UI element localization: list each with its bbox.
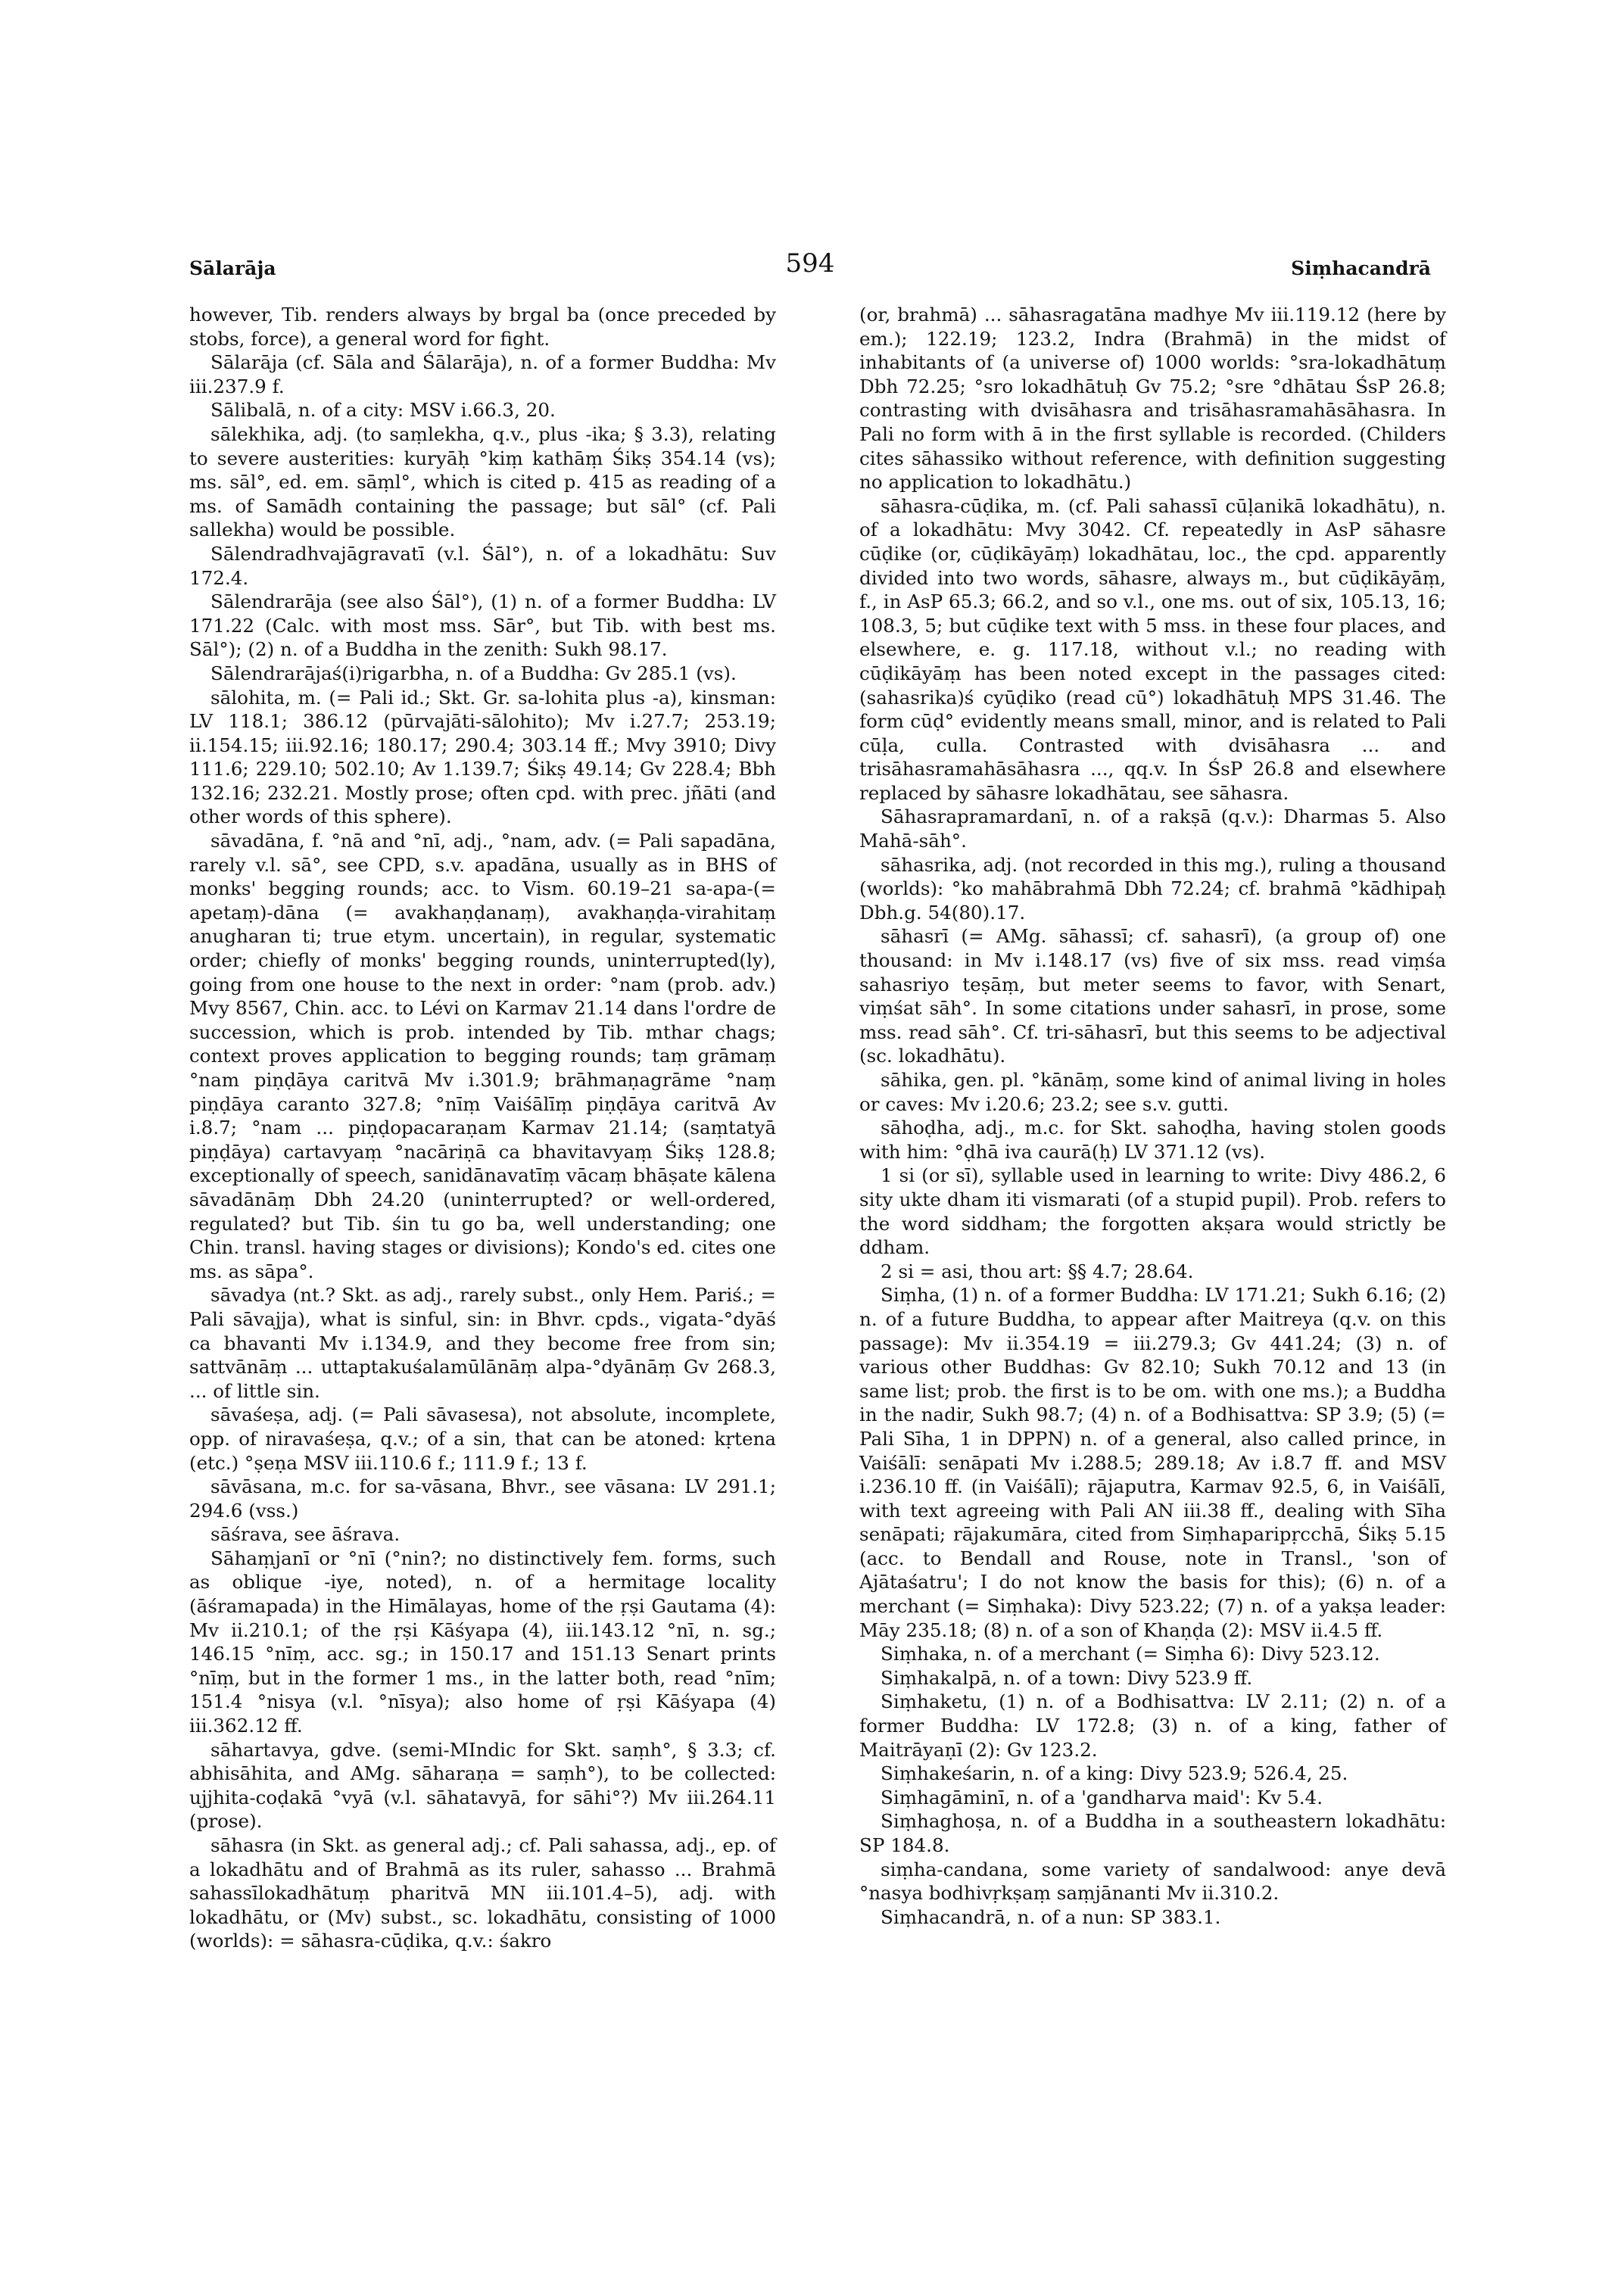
entry-salendraraja: Sālendrarāja (see also Śāl°), (1) n. of a former Buddha: LV 171.22 (Calc. with most mss. Sār°, but Tib. with best ms. Sāl°); (2) n. of a Buddha in the zenith: Sukh 98.17. [189,590,776,661]
left-running-head: Sālarāja [189,257,276,279]
page-number: 594 [785,248,835,279]
entry-sahamjani: Sāhaṃjanī or °nī (°nin?; no distinctively fem. forms, such as oblique -iye, noted), n. of a hermitage locality (āśramapada) in the Himālayas, home of the ṛṣi Gautama (4): Mv ii.210.1; of the ṛṣi Kāśyapa (4), iii.143.12 °nī, n. sg.; 146.15 °nīṃ, acc. sg.; in 150.17 and 151.13 Senart prints °nīṃ, but in the former 1 ms., in the latter both, read °nīm; 151.4 °nisya (v.l. °nīsya); also home of ṛṣi Kāśyapa (4) iii.362.12 ff. [189,1547,776,1737]
entry-simha: Siṃha, (1) n. of a former Buddha: LV 171.21; Sukh 6.16; (2) n. of a future Buddha, to appear after Maitreya (q.v. on this passage): Mv ii.354.19 = iii.279.3; Gv 441.24; (3) n. of various other Buddhas: Gv 82.10; Sukh 70.12 and 13 (in same list; prob. the first is to be om. with one ms.); a Buddha in the nadir, Sukh 98.7; (4) n. of a Bodhisattva: SP 3.9; (5) (= Pali Sīha, 1 in DPPN) n. of a general, also called prince, in Vaiśālī: senāpati Mv i.288.5; 289.18; Av i.8.7 ff. and MSV i.236.10 ff. (in Vaiśālī); rājaputra, Karmav 92.5, 6, in Vaiśālī, with text agreeing with Pali AN iii.38 ff., dealing with Sīha senāpati; rājakumāra, cited from Siṃhaparipṛcchā, Śikṣ 5.15 (acc. to Bendall and Rouse, note in Transl., 'son of Ajātaśatru'; I do not know the basis for this); (6) n. of a merchant (= Siṃhaka): Divy 523.22; (7) n. of a yakṣa leader: Māy 235.18; (8) n. of a son of Khaṇḍa (2): MSV ii.4.5 ff. [859,1284,1446,1641]
entry-sahasrapramardani: Sāhasrapramardanī, n. of a rakṣā (q.v.): Dharmas 5. Also Mahā-sāh°. [859,805,1446,852]
entry-simhaghosa: Siṃhaghoṣa, n. of a Buddha in a southeastern lokadhātu: SP 184.8. [859,1810,1446,1856]
entry-sahasri: sāhasrī (= AMg. sāhassī; cf. sahasrī), (a group of) one thousand: in Mv i.148.17 (vs) five of six mss. read viṃśa sahasriyo teṣāṃ, but meter seems to favor, with Senart, viṃśat sāh°. In some citations under sahasrī, in prose, some mss. read sāh°. Cf. tri-sāhasrī, but this seems to be adjectival (sc. lokadhātu). [859,925,1446,1067]
entry-simha-candana: siṃha-candana, some variety of sandalwood: anye devā °nasya bodhivṛkṣaṃ saṃjānanti Mv ii.310.2. [859,1858,1446,1905]
entry-salohita: sālohita, m. (= Pali id.; Skt. Gr. sa-lohita plus -a), kinsman: LV 118.1; 386.12 (pūrvajāti-sālohito); Mv i.27.7; 253.19; ii.154.15; iii.92.16; 180.17; 290.4; 303.14 ff.; Mvy 3910; Divy 111.6; 229.10; 502.10; Av 1.139.7; Śikṣ 49.14; Gv 228.4; Bbh 132.16; 232.21. Mostly prose; often cpd. with prec. jñāti (and other words of this sphere). [189,686,776,828]
entry-si-1: 1 si (or sī), syllable used in learning to write: Divy 486.2, 6 sity ukte dham iti vismarati (of a stupid pupil). Prob. refers to the word siddham; the forgotten akṣara would strictly be ddham. [859,1164,1446,1259]
entry-simhakesarin: Siṃhakeśarin, n. of a king: Divy 523.9; 526.4, 25. [881,1762,1348,1785]
entry-simhakalpa: Siṃhakalpā, n. of a town: Divy 523.9 ff. [881,1666,1253,1689]
entry-sahasra-cudika: sāhasra-cūḍika, m. (cf. Pali sahassī cūḷanikā lokadhātu), n. of a lokadhātu: Mvy 3042. Cf. repeatedly in AsP sāhasre cūḍike (or, cūḍikāyāṃ) lokadhātau, loc., the cpd. apparently divided into two words, sāhasre, always m., but cūḍikāyāṃ, f., in AsP 65.3; 66.2, and so v.l., one ms. out of six, 105.13, 16; 108.3, 5; but cūḍike text with 5 mss. in these four places, and elsewhere, e. g. 117.18, without v.l.; no reading with cūḍikāyāṃ has been noted except in the passages cited: (sahasrika)ś cyūḍiko (read cū°) lokadhātuḥ MPS 31.46. The form cūḍ° evidently means small, minor, and is related to Pali cūḷa, culla. Contrasted with dvisāhasra ... and trisāhasramahāsāhasra ..., qq.v. In ŚsP 26.8 and elsewhere replaced by sāhasre lokadhātau, see sāhasra. [859,494,1446,804]
entry-sahasra-continued: (or, brahmā) ... sāhasragatāna madhye Mv iii.119.12 (here by em.); 122.19; 123.2, Indra (Brahmā) in the midst of inhabitants of (a universe of) 1000 worlds: °sra-lokadhātuṃ Dbh 72.25; °sro lokadhātuḥ Gv 75.2; °sre °dhātau ŚsP 26.8; contrasting with dvisāhasra and trisāhasramahāsāhasra. In Pali no form with ā in the first syllable is recorded. (Childers cites sāhassiko without reference, with definition suggesting no application to lokadhātu.) [859,304,1446,494]
entry-simhagamini: Siṃhagāminī, n. of a 'gandharva maid': Kv 5.4. [881,1786,1323,1809]
entry-salendrarajasrigarbha: Sālendrarājaś(i)rigarbha, n. of a Buddha: Gv 285.1 (vs). [210,662,737,684]
entry-si-2: 2 si = asi, thou art: §§ 4.7; 28.64. [881,1260,1194,1282]
entry-salibala: Sālibalā, n. of a city: MSV i.66.3, 20. [210,399,556,422]
page-header [189,248,1431,303]
entry-sahasrika: sāhasrika, adj. (not recorded in this mg.), ruling a thousand (worlds): °ko mahābrahmā Dbh 72.24; cf. brahmā °kādhipaḥ Dbh.g. 54(80).17. [859,853,1446,924]
entry-sahartavya: sāhartavya, gdve. (semi-MIndic for Skt. saṃh°, § 3.3; cf. abhisāhita, and AMg. sāharaṇa = saṃh°), to be collected: ujjhita-coḍakā °vyā (v.l. sāhatavyā, for sāhi°?) Mv iii.264.11 (prose). [189,1738,776,1833]
entry-sahodha: sāhoḍha, adj., m.c. for Skt. sahoḍha, having stolen goods with him: °ḍhā iva caurā(ḥ) LV 371.12 (vs). [859,1117,1446,1163]
entry-savasesa: sāvaśeṣa, adj. (= Pali sāvasesa), not absolute, incomplete, opp. of niravaśeṣa, q.v.; of a sin, that can be atoned: kṛtena (etc.) °ṣeṇa MSV iii.110.6 f.; 111.9 f.; 13 f. [189,1404,776,1474]
entry-sahasra: sāhasra (in Skt. as general adj.; cf. Pali sahassa, adj., ep. of a lokadhātu and of Brahmā as its ruler, sahasso ... Brahmā sahassīlokadhātuṃ pharitvā MN iii.101.4–5), adj. with lokadhātu, or (Mv) subst., sc. lokadhātu, consisting of 1000 (worlds): = sāhasra-cūḍika, q.v.: śakro [189,1834,776,1952]
entry-savasana: sāvāsana, m.c. for sa-vāsana, Bhvr., see vāsana: LV 291.1; 294.6 (vss.) [189,1475,776,1522]
right-running-head: Siṃhacandrā [1291,257,1431,279]
entry-salaraja: Sālarāja (cf. Sāla and Śālarāja), n. of a former Buddha: Mv iii.237.9 f. [189,351,776,397]
right-column [859,303,1446,1929]
entry-sasrava: sāśrava, see āśrava. [210,1523,401,1546]
entry-simhaka: Siṃhaka, n. of a merchant (= Siṃha 6): Divy 523.12. [881,1643,1380,1665]
entry-simhacandra: Siṃhacandrā, n. of a nun: SP 383.1. [881,1905,1221,1928]
entry-sahika: sāhika, gen. pl. °kānāṃ, some kind of animal living in holes or caves: Mv i.20.6; 23.2; see s.v. gutti. [859,1069,1446,1115]
entry-salekhika: sālekhika, adj. (to saṃlekha, q.v., plus -ika; § 3.3), relating to severe austerities: kuryāḥ °kiṃ kathāṃ Śikṣ 354.14 (vs); ms. sāl°, ed. em. sāṃl°, which is cited p. 415 as reading of a ms. of Samādh containing the passage; but sāl° (cf. Pali sallekha) would be possible. [189,422,776,541]
entry-savadana: sāvadāna, f. °nā and °nī, adj., °nam, adv. (= Pali sapadāna, rarely v.l. sā°, see CPD, s.v. apadāna, usually as in BHS of monks' begging rounds; acc. to Vism. 60.19–21 sa-apa-(= apetaṃ)-dāna (= avakhaṇḍanaṃ), avakhaṇḍa-virahitaṃ anugharan ti; true etym. uncertain), in regular, systematic order; chiefly of monks' begging rounds, uninterrupted(ly), going from one house to the next in order: °nam (prob. adv.) Mvy 8567, Chin. acc. to Lévi on Karmav 21.14 dans l'ordre de succession, which is prob. intended by Tib. mthar chags; context proves application to begging rounds; taṃ grāmaṃ °nam piṇḍāya caritvā Mv i.301.9; brāhmaṇagrāme °naṃ piṇḍāya caranto 327.8; °nīṃ Vaiśālīṃ piṇḍāya caritvā Av i.8.7; °nam ... piṇḍopacaraṇam Karmav 21.14; (saṃtatyā piṇḍāya) cartavyaṃ °nacāriṇā ca bhavitavyaṃ Śikṣ 128.8; exceptionally of speech, sanidānavatīṃ vācaṃ bhāṣate kālena sāvadānāṃ Dbh 24.20 (uninterrupted? or well-ordered, regulated? but Tib. śin tu go ba, well understanding; one Chin. transl. having stages or divisions); Kondo's ed. cites one ms. as sāpa°. [189,830,776,1282]
left-column [189,303,776,1953]
entry-salendradhvajagravati: Sālendradhvajāgravatī (v.l. Śāl°), n. of a lokadhātu: Suv 172.4. [189,542,776,589]
entry-simhaketu: Siṃhaketu, (1) n. of a Bodhisattva: LV 2.11; (2) n. of a former Buddha: LV 172.8; (3) n. of a king, father of Maitrāyaṇī (2): Gv 123.2. [859,1690,1446,1761]
entry-savadya: sāvadya (nt.? Skt. as adj., rarely subst., only Hem. Pariś.; = Pali sāvajja), what is sinful, sin: in Bhvr. cpds., vigata-°dyāś ca bhavanti Mv i.134.9, and they become free from sin; sattvānāṃ ... uttaptakuśalamūlānāṃ alpa-°dyānāṃ Gv 268.3, ... of little sin. [189,1284,776,1402]
entry-continuation: however, Tib. renders always by brgal ba (once preceded by stobs, force), a general word for fight. [189,304,776,350]
